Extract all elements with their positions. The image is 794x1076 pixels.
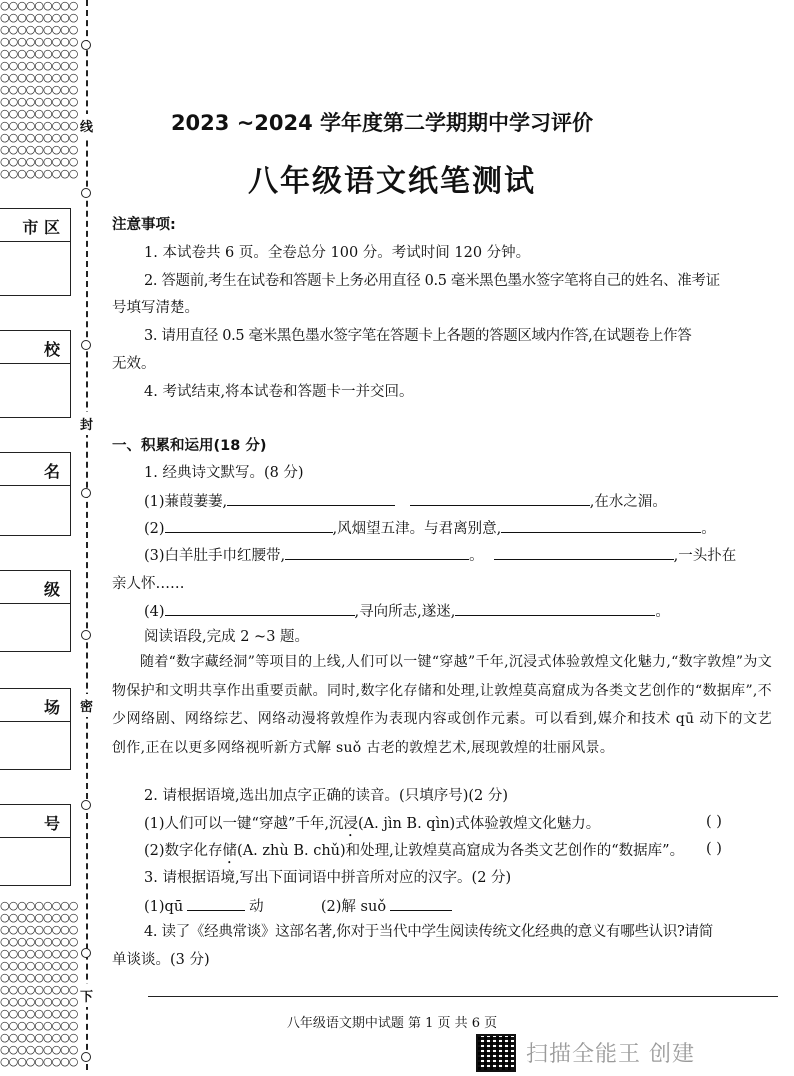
- dot-row: ○○○○○○○○○: [0, 155, 78, 168]
- binding-circle: [81, 340, 91, 350]
- binding-char: 密: [80, 694, 93, 717]
- dot-row: ○○○○○○○○○: [0, 83, 78, 96]
- dot-row: ○○○○○○○○○: [0, 1019, 78, 1032]
- binding-char: 封: [80, 412, 93, 435]
- binding-line: [86, 0, 88, 1070]
- dot-row: ○○○○○○○○○: [0, 131, 78, 144]
- dot-pattern-bottom: [0, 899, 78, 1070]
- dot-row: ○○○○○○○○○: [0, 959, 78, 972]
- dot-row: ○○○○○○○○○: [0, 23, 78, 36]
- notice-item: 号填写清楚。: [112, 300, 199, 316]
- answer-blank[interactable]: [187, 896, 245, 911]
- dot-row: ○○○○○○○○○: [0, 1031, 78, 1044]
- question-2-item-2: (2)数字化存储(A. zhù B. chǔ)和处理,让敦煌莫高窟成为各类文艺创作的“数据库”。: [144, 843, 685, 859]
- notice-heading: 注意事项:: [112, 217, 176, 233]
- dot-row: ○○○○○○○○○: [0, 995, 78, 1008]
- answer-blank[interactable]: [165, 518, 333, 533]
- dot-row: ○○○○○○○○○: [0, 947, 78, 960]
- question-4-line-2: 单谈谈。(3 分): [112, 952, 210, 968]
- notice-item: 4. 考试结束,将本试卷和答题卡一并交回。: [144, 384, 414, 400]
- page-info: 八年级语文期中试题 第 1 页 共 6 页: [286, 1016, 498, 1031]
- binding-char: 下: [80, 984, 93, 1007]
- field-box-school[interactable]: 校: [0, 330, 71, 418]
- field-box-name[interactable]: 名: [0, 452, 71, 536]
- binding-circle: [81, 188, 91, 198]
- answer-blank[interactable]: [285, 545, 469, 560]
- dot-row: ○○○○○○○○○: [0, 119, 78, 132]
- dot-row: ○○○○○○○○○: [0, 935, 78, 948]
- answer-blank[interactable]: [494, 545, 674, 560]
- field-box-class[interactable]: 级: [0, 570, 71, 652]
- qr-code-icon: [476, 1034, 516, 1072]
- binding-circle: [81, 488, 91, 498]
- notice-item: 2. 答题前,考生在试卷和答题卡上务必用直径 0.5 毫米黑色墨水签字笔将自己的姓名、准考证: [144, 273, 720, 289]
- binding-circle: [81, 40, 91, 50]
- dot-row: ○○○○○○○○○: [0, 1055, 78, 1068]
- question-4-line-1: 4. 读了《经典常谈》这部名著,你对于当代中学生阅读传统文化经典的意义有哪些认识?请简: [144, 924, 713, 940]
- answer-blank[interactable]: [165, 601, 355, 616]
- binding-circle: [81, 948, 91, 958]
- question-1-stem: 1. 经典诗文默写。(8 分): [144, 465, 304, 481]
- dot-row: ○○○○○○○○○: [0, 983, 78, 996]
- answer-blank[interactable]: [410, 491, 590, 506]
- question-1-line-4: (4) ,寻向所志,遂迷, 。: [144, 601, 670, 622]
- reading-intro: 阅读语段,完成 2 ~3 题。: [144, 629, 310, 645]
- dot-row: ○○○○○○○○○: [0, 71, 78, 84]
- binding-char: 线: [80, 114, 93, 137]
- question-1-line-3: (3)白羊肚手巾红腰带, 。 ,一头扑在: [144, 545, 736, 566]
- dot-row: ○○○○○○○○○: [0, 35, 78, 48]
- dot-row: ○○○○○○○○○: [0, 923, 78, 936]
- notice-item: 1. 本试卷共 6 页。全卷总分 100 分。考试时间 120 分钟。: [144, 245, 531, 261]
- question-1-line-2: (2) ,风烟望五津。与君离别意, 。: [144, 518, 716, 539]
- answer-parentheses[interactable]: ( ): [706, 814, 722, 830]
- answer-parentheses[interactable]: ( ): [706, 841, 722, 857]
- answer-blank[interactable]: [501, 518, 701, 533]
- question-2-stem: 2. 请根据语境,选出加点字正确的读音。(只填序号)(2 分): [144, 788, 509, 804]
- watermark: 扫描全能王 创建: [526, 1042, 695, 1067]
- notice-item: 3. 请用直径 0.5 毫米黑色墨水签字笔在答题卡上各题的答题区域内作答,在试题卷上作答: [144, 328, 692, 344]
- field-box-district[interactable]: 市 区: [0, 208, 71, 296]
- reading-passage: 随着“数字藏经洞”等项目的上线,人们可以一键“穿越”千年,沉浸式体验敦煌文化魅力,“数字敦煌”为文物保护和文明共享作出重要贡献。同时,数字化存储和处理,让敦煌莫高窟成为各类文艺创作的“数据库”,不少网络剧、网络综艺、网络动漫将敦煌作为表现内容或创作元素。可以看到,媒介和技术 qū 动下的文艺创作,正在以更多网络视听新方式解 suǒ 古老的敦煌艺术,展现敦煌的壮丽风景。: [112, 654, 772, 756]
- answer-blank[interactable]: [390, 896, 452, 911]
- binding-circle: [81, 1052, 91, 1062]
- dot-row: ○○○○○○○○○: [0, 971, 78, 984]
- binding-circle: [81, 630, 91, 640]
- binding-circle: [81, 800, 91, 810]
- exam-subtitle: 八年级语文纸笔测试: [248, 164, 536, 199]
- field-box-exam-room[interactable]: 场: [0, 688, 71, 770]
- footer-rule: [148, 996, 778, 997]
- exam-title: 2023 ~2024 学年度第二学期期中学习评价: [170, 111, 594, 135]
- dot-row: ○○○○○○○○○: [0, 47, 78, 60]
- dot-row: ○○○○○○○○○: [0, 143, 78, 156]
- question-1-line-3-cont: 亲人怀……: [112, 576, 185, 592]
- dot-row: ○○○○○○○○○: [0, 1043, 78, 1056]
- dot-row: ○○○○○○○○○: [0, 911, 78, 924]
- question-2-item-1: (1)人们可以一键“穿越”千年,沉浸(A. jìn B. qìn)式体验敦煌文化魅力。: [144, 816, 601, 832]
- dot-row: ○○○○○○○○○: [0, 11, 78, 24]
- question-1-line-1: (1)蒹葭萋萋, ,在水之湄。: [144, 491, 667, 512]
- notice-item: 无效。: [112, 356, 156, 372]
- dot-pattern-top: [0, 0, 78, 185]
- section-heading: 一、积累和运用(18 分): [112, 438, 267, 454]
- dot-row: ○○○○○○○○○: [0, 95, 78, 108]
- answer-blank[interactable]: [455, 601, 655, 616]
- dot-row: ○○○○○○○○○: [0, 0, 78, 12]
- dot-row: ○○○○○○○○○: [0, 899, 78, 912]
- dot-row: ○○○○○○○○○: [0, 167, 78, 180]
- question-3-stem: 3. 请根据语境,写出下面词语中拼音所对应的汉字。(2 分): [144, 870, 512, 886]
- dot-row: ○○○○○○○○○: [0, 59, 78, 72]
- dot-row: ○○○○○○○○○: [0, 1007, 78, 1020]
- question-3-items: (1)qū 动 (2)解 suǒ: [144, 896, 452, 917]
- field-box-seat-number[interactable]: 号: [0, 804, 71, 886]
- answer-blank[interactable]: [227, 491, 395, 506]
- dot-row: ○○○○○○○○○: [0, 107, 78, 120]
